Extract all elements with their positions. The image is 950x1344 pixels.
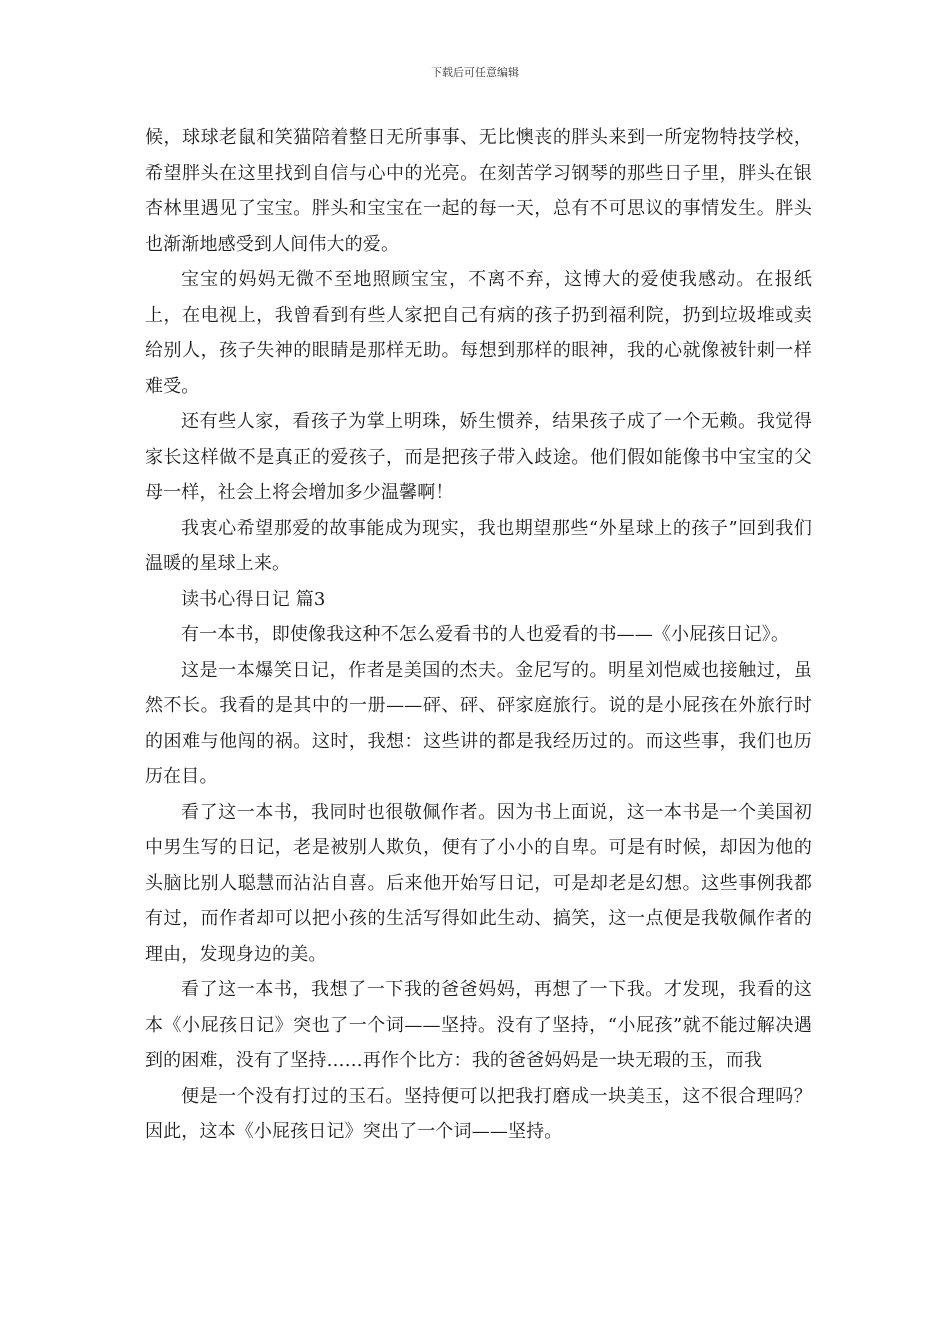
paragraph-8: 看了这一本书，我想了一下我的爸爸妈妈，再想了一下我。才发现，我看的这本《小屁孩日记》突也了一个词——坚持。没有了坚持，“小屁孩”就不能过解决遇到的困难，没有了坚持……再作个比方：我的爸爸妈妈是一块无瑕的玉，而我 [145,979,812,1071]
paragraph-7: 看了这一本书，我同时也很敬佩作者。因为书上面说，这一本书是一个美国初中男生写的日记，老是被别人欺负，便有了小小的自卑。可是有时候，却因为他的头脑比别人聪慧而沾沾自喜。后来他开始写日记，可是却老是幻想。这些事例我都有过，而作者却可以把小孩的生活写得如此生动、搞笑，这一点便是我敬佩作者的理由，发现身边的美。 [145,801,812,965]
page-header: 下载后可任意编辑 [431,66,519,79]
paragraph-3: 还有些人家，看孩子为掌上明珠，娇生惯养，结果孩子成了一个无赖。我觉得家长这样做不是真正的爱孩子，而是把孩子带入歧途。他们假如能像书中宝宝的父母一样，社会上将会增加多少温馨啊！ [145,411,812,503]
paragraph-1: 候，球球老鼠和笑猫陪着整日无所事事、无比懊丧的胖头来到一所宠物特技学校，希望胖头在这里找到自信与心中的光亮。在刻苦学习钢琴的那些日子里，胖头在银杏林里遇见了宝宝。胖头和宝宝在一起的每一天，总有不可思议的事情发生。胖头也渐渐地感受到人间伟大的爱。 [145,127,812,255]
paragraph-6: 这是一本爆笑日记，作者是美国的杰夫。金尼写的。明星刘恺威也接触过，虽然不长。我看的是其中的一册——砰、砰、砰家庭旅行。说的是小屁孩在外旅行时的困难与他闯的祸。这时，我想：这些讲的都是我经历过的。而这些事，我们也历历在目。 [145,659,812,787]
paragraph-5: 有一本书，即使像我这种不怎么爱看书的人也爱看的书——《小屁孩日记》。 [181,624,790,645]
section-heading: 读书心得日记 篇3 [181,588,326,610]
paragraph-2: 宝宝的妈妈无微不至地照顾宝宝，不离不弃，这博大的爱使我感动。在报纸上，在电视上，我曾看到有些人家把自己有病的孩子扔到福利院，扔到垃圾堆或卖给别人，孩子失神的眼睛是那样无助。每想到那样的眼神，我的心就像被针刺一样难受。 [145,269,812,397]
paragraph-9: 便是一个没有打过的玉石。坚持便可以把我打磨成一块美玉，这不很合理吗？因此，这本《小屁孩日记》突出了一个词——坚持。 [145,1085,812,1142]
document-body [145,120,812,1150]
paragraph-4: 我衷心希望那爱的故事能成为现实，我也期望那些“外星球上的孩子”回到我们温暖的星球上来。 [145,517,812,574]
